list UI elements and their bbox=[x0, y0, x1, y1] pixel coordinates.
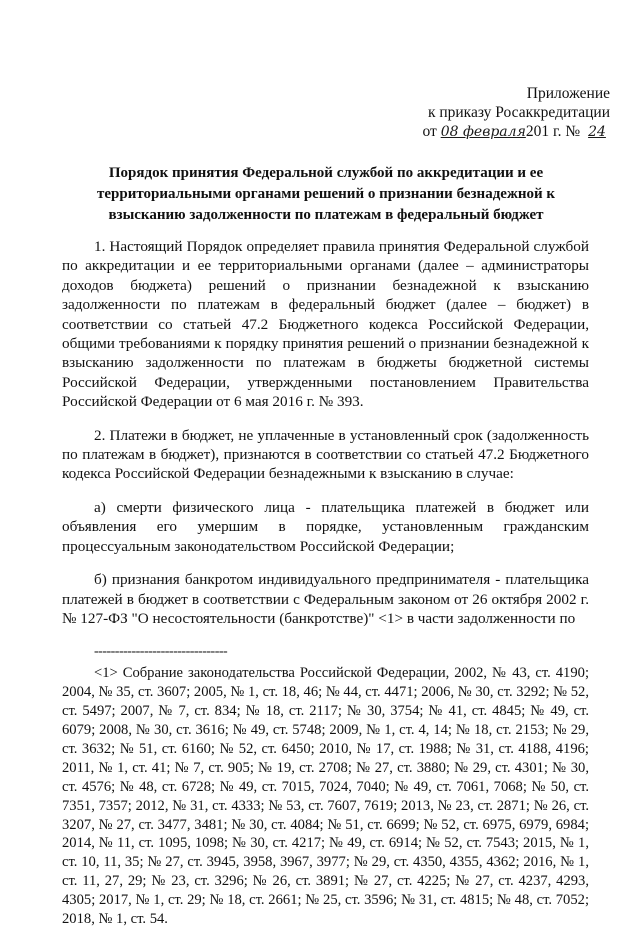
appendix-date-line bbox=[422, 122, 610, 142]
date-from-label: от bbox=[422, 123, 437, 140]
paragraph-1: 1. Настоящий Порядок определяет правила принятия Федеральной службой по аккредитации и ее территориальными органами (далее – администраторы доходов бюджета) решений о признании безнадежной к взысканию задолженности по платежам в федеральный бюджет (далее – бюджет) в соответствии со статьей 47.2 Бюджетного кодекса Российской Федерации, общими требованиями к порядку принятия решений о признании безнадежной к взысканию задолженности по платежам в бюджеты бюджетной системы Российской Федерации, утвержденными постановлением Правительства Российской Федерации от 6 мая 2016 г. № 393. bbox=[62, 238, 589, 411]
paragraph-2a: а) смерти физического лица - плательщика платежей в бюджет или объявления его умершим в порядке, установленным гражданским процессуальным законодательством Российской Федерации; bbox=[62, 498, 589, 555]
footnote-1: <1> Собрание законодательства Российской Федерации, 2002, № 43, ст. 4190; 2004, № 35, ст. 3607; 2005, № 1, ст. 18, 46; № 44, ст. 4471; 2006, № 30, ст. 3292; № 52, ст. 5497; 2007, № 7, ст. 834; № 18, ст. 2117; № 30, 3754; № 41, ст. 4845; № 49, ст. 6079; 2008, № 30, ст. 3616; № 49, ст. 5748; 2009, № 1, ст. 4, 14; № 18, ст. 2153; № 29, ст. 3632; № 51, ст. 6160; № 52, ст. 6450; 2010, № 17, ст. 1988; № 31, ст. 4188, 4196; 2011, № 1, ст. 41; № 7, ст. 905; № 19, ст. 2708; № 27, ст. 3880; № 29, ст. 4301; № 30, ст. 4576; № 48, ст. 6728; № 49, ст. 7015, 7024, 7040; № 49, ст. 7061, 7068; № 50, ст. 7351, 7357; 2012, № 31, ст. 4333; № 53, ст. 7607, 7619; 2013, № 23, ст. 2871; № 26, ст. 3207, № 27, ст. 3477, 3481; № 30, ст. 4084; № 51, ст. 6699; № 52, ст. 6975, 6979, 6984; 2014, № 11, ст. 1095, 1098; № 30, ст. 4217; № 49, ст. 6914; № 52, ст. 7543; 2015, № 1, ст. 10, 11, 35; № 27, ст. 3945, 3958, 3967, 3977; № 29, ст. 4350, 4355, 4362; 2016, № 1, ст. 11, 27, 29; № 23, ст. 3296; № 26, ст. 3891; № 27, ст. 4225; № 27, ст. 4237, 4293, 4305; 2017, № 1, ст. 29; № 18, ст. 2661; № 25, ст. 3596; № 31, ст. 4815; № 48, ст. 7052; 2018, № 1, ст. 54. bbox=[62, 665, 589, 928]
paragraph-2b: б) признания банкротом индивидуального предпринимателя - плательщика платежей в бюджет в соответствии с Федеральным законом от 26 октября 2002 г. № 127-ФЗ "О несостоятельности (банкротстве)" <1> в части задолженности по bbox=[62, 571, 589, 627]
document-body bbox=[62, 237, 589, 929]
appendix-title: Приложение bbox=[526, 85, 610, 102]
handwritten-date: 08 февраля bbox=[440, 124, 526, 140]
appendix-order-ref: к приказу Росаккредитации bbox=[427, 104, 610, 121]
handwritten-order-number: 24 bbox=[588, 124, 606, 140]
footnote-separator: -------------------------------- bbox=[94, 644, 228, 660]
document-title: Порядок принятия Федеральной службой по аккредитации и ее территориальными органами решений о признании безнадежной к взысканию задолженности по платежам в федеральный бюджет bbox=[96, 165, 555, 223]
paragraph-2: 2. Платежи в бюджет, не уплаченные в установленный срок (задолженность по платежам в бюджет), признаются в соответствии со статьей 47.2 Бюджетного кодекса Российской Федерации безнадежными к взысканию в случае: bbox=[62, 426, 589, 483]
appendix-header bbox=[422, 84, 610, 142]
date-year: 201 bbox=[525, 123, 550, 140]
date-number-label: г. № bbox=[552, 123, 581, 140]
